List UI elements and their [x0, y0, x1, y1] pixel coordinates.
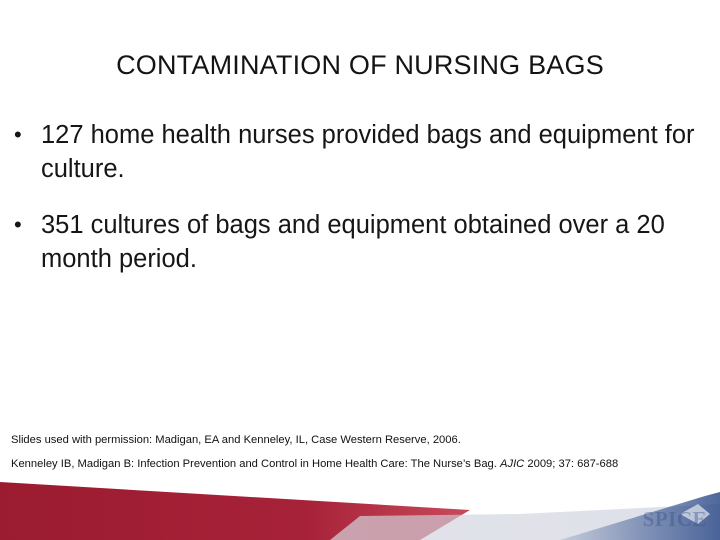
slide-title: CONTAMINATION OF NURSING BAGS	[116, 50, 604, 80]
spice-logo: SPICE	[642, 507, 707, 531]
citation-permission	[11, 434, 461, 446]
bullet-list	[12, 118, 702, 298]
bullet-marker: •	[14, 212, 22, 237]
citation-reference	[11, 458, 618, 470]
citation-journal: AJIC	[500, 458, 525, 470]
bullet-text: 127 home health nurses provided bags and equipment for culture.	[41, 121, 695, 183]
citation-reference-prefix: Kenneley IB, Madigan B: Infection Prevention and Control in Home Health Care: The Nurse’s Bag.	[11, 458, 497, 470]
citation-reference-suffix: 2009; 37: 687-688	[527, 458, 619, 470]
footer-banner-graphic	[0, 474, 720, 540]
bullet-text: 351 cultures of bags and equipment obtained over a 20 month period.	[41, 211, 665, 273]
bullet-item	[12, 208, 702, 276]
bullet-marker: •	[14, 122, 22, 147]
citation-permission-text: Slides used with permission: Madigan, EA and Kenneley, IL, Case Western Reserve, 2006.	[11, 434, 461, 446]
bullet-item	[12, 118, 702, 186]
